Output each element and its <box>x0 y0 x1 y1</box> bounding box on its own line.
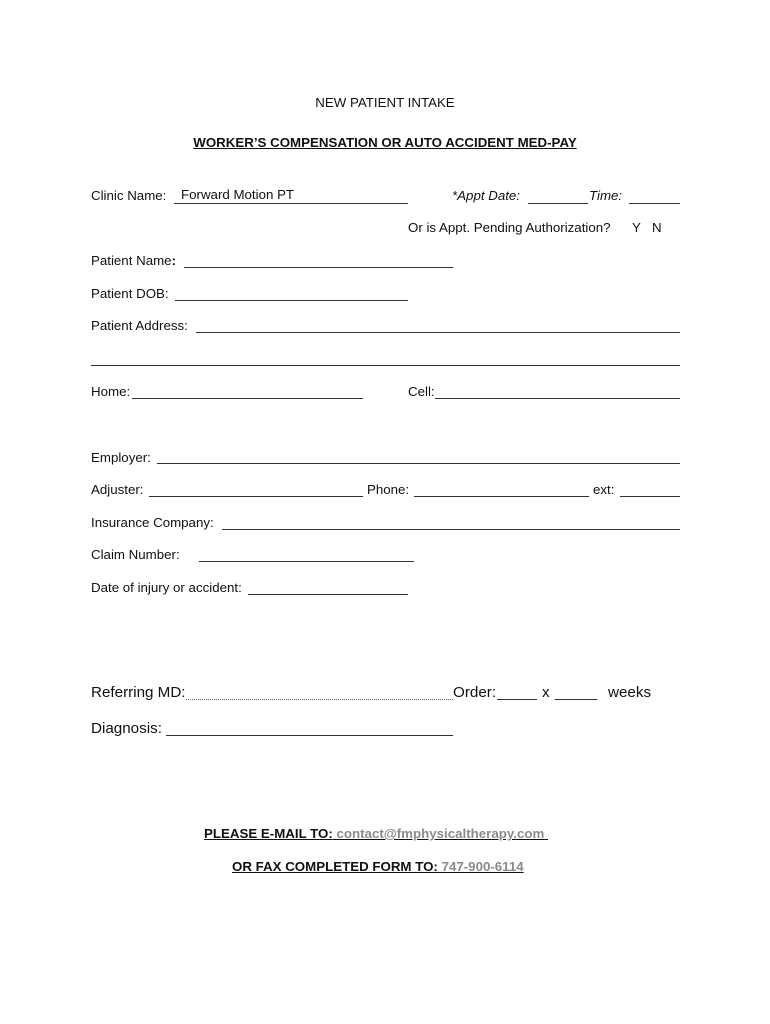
injury-date-field[interactable] <box>248 578 408 595</box>
claim-number-field[interactable] <box>199 545 414 562</box>
referring-md-underline <box>186 699 453 700</box>
fax-number[interactable]: 747-900-6114 <box>441 859 524 874</box>
email-link[interactable]: contact@fmphysicaltherapy.com <box>336 826 545 841</box>
order-weeks-field[interactable] <box>555 682 597 699</box>
time-label: Time: <box>589 188 623 203</box>
ext-field[interactable] <box>620 480 680 497</box>
ext-label: ext: <box>593 482 615 497</box>
fax-instruction <box>232 859 524 874</box>
order-label: Order: <box>453 684 497 701</box>
cell-phone-label: Cell: <box>408 384 435 399</box>
email-prefix: PLEASE E-MAIL TO: <box>204 826 333 841</box>
referring-md-label: Referring MD: <box>91 684 186 701</box>
adjuster-phone-label: Phone: <box>367 482 410 497</box>
diagnosis-field[interactable] <box>166 718 453 735</box>
order-x-label: x <box>542 684 550 701</box>
patient-dob-label: Patient DOB: <box>91 286 169 301</box>
employer-label: Employer: <box>91 450 151 465</box>
home-phone-field[interactable] <box>132 382 363 399</box>
diagnosis-underline <box>166 735 453 736</box>
form-subtitle: WORKER’S COMPENSATION OR AUTO ACCIDENT MED-PAY <box>193 135 577 150</box>
appt-date-label: *Appt Date: <box>452 188 521 203</box>
employer-field[interactable] <box>157 447 680 464</box>
patient-address-line2-field[interactable] <box>91 349 680 366</box>
weeks-label: weeks <box>608 684 652 701</box>
clinic-name-value[interactable]: Forward Motion PT <box>181 187 295 202</box>
clinic-name-underline <box>174 203 408 204</box>
patient-name-label: Patient Name: <box>91 253 176 268</box>
order-weeks-underline <box>555 699 597 700</box>
referring-md-field[interactable] <box>186 682 453 699</box>
diagnosis-label: Diagnosis: <box>91 720 162 737</box>
injury-date-label: Date of injury or accident: <box>91 580 242 595</box>
clinic-name-label: Clinic Name: <box>91 188 167 203</box>
appt-date-field[interactable] <box>528 187 588 204</box>
patient-dob-field[interactable] <box>175 284 408 301</box>
adjuster-label: Adjuster: <box>91 482 144 497</box>
insurance-company-field[interactable] <box>222 513 680 530</box>
order-visits-field[interactable] <box>497 682 537 699</box>
patient-address-label: Patient Address: <box>91 318 188 333</box>
time-field[interactable] <box>629 187 680 204</box>
pending-no-option[interactable]: N <box>652 220 662 235</box>
patient-address-field[interactable] <box>196 316 680 333</box>
email-instruction <box>204 826 548 841</box>
form-title: NEW PATIENT INTAKE <box>315 95 455 110</box>
cell-phone-field[interactable] <box>435 382 680 399</box>
insurance-company-label: Insurance Company: <box>91 515 214 530</box>
order-visits-underline <box>497 699 537 700</box>
adjuster-field[interactable] <box>149 480 363 497</box>
pending-auth-label: Or is Appt. Pending Authorization? <box>408 220 611 235</box>
claim-number-label: Claim Number: <box>91 547 180 562</box>
adjuster-phone-field[interactable] <box>414 480 589 497</box>
patient-name-field[interactable] <box>184 251 453 268</box>
fax-prefix: OR FAX COMPLETED FORM TO: <box>232 859 438 874</box>
pending-yes-option[interactable]: Y <box>632 220 641 235</box>
home-phone-label: Home: <box>91 384 131 399</box>
